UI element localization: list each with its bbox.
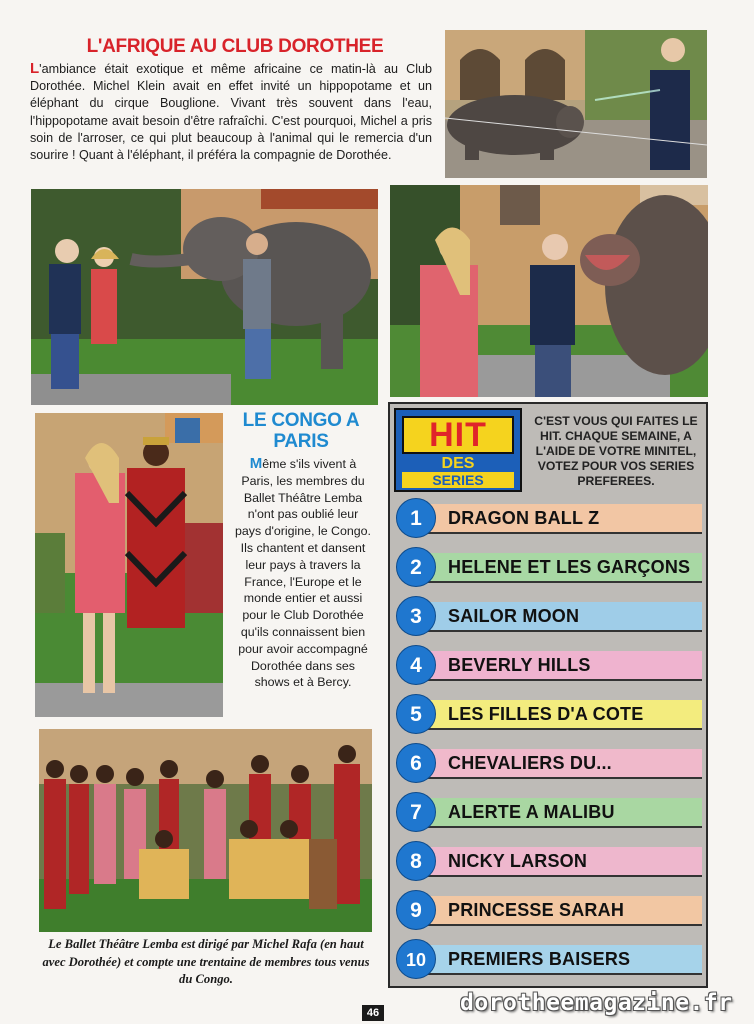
- article-text-afrique: 'ambiance était exotique et même africaine ce matin-là au Club Dorothée. Michel Klein avait en effet invité un hippopotame et un éléphant du cirque Bouglione. Vivant très souvent dans l'eau, l'hippopotame avait besoin d'être rafraîchi. C'est pourquoi, Michel a pris soin de l'arroser, ce qui plut beaucoup à l'animal qui le remercia d'un sourire ! Quant à l'éléphant, il préféra la compagnie de Dorothée.: [30, 62, 432, 163]
- article-title-afrique: L'AFRIQUE AU CLUB DOROTHEE: [86, 36, 384, 57]
- hit-intro-text: C'EST VOUS QUI FAITES LE HIT. CHAQUE SEMAINE, A L'AIDE DE VOTRE MINITEL, VOTEZ POUR VOS SERIES PREFEREES.: [534, 414, 698, 488]
- logo-hit-text: HIT: [402, 416, 514, 454]
- hit-entry-rank: 10: [396, 939, 436, 979]
- hit-des-series-panel: [388, 402, 708, 988]
- hit-entry-rank: 6: [396, 743, 436, 783]
- hit-entry: [396, 596, 702, 636]
- hit-entry-title: DRAGON BALL Z: [448, 508, 600, 528]
- page-number: 46: [362, 1005, 384, 1021]
- site-watermark: dorotheemagazine.fr: [460, 990, 733, 1016]
- hit-entry-rank: 7: [396, 792, 436, 832]
- hit-entry: [396, 743, 702, 783]
- dropcap-m: M: [249, 455, 263, 472]
- article-title-congo: LE CONGO A PARIS: [242, 410, 360, 452]
- photo-elephant: [31, 189, 378, 405]
- hit-entry-title: CHEVALIERS DU...: [448, 753, 612, 773]
- photo-hippo-dorothee: [390, 185, 708, 397]
- hit-entry-title: HELENE ET LES GARÇONS: [448, 557, 691, 577]
- article-text-congo: ême s'ils vivent à Paris, les membres du Ballet Théâtre Lemba n'ont pas oublié leur pays d'origine, le Congo. Ils chantent et dansent leur pays à travers la France, l'Europe et le monde entier et aussi pour le Club Dorothée qu'ils connaissent bien pour avoir accompagné Dorothée dans ses shows et à Bercy.: [235, 457, 371, 690]
- hit-entry: [396, 841, 702, 881]
- hit-entry-rank: 9: [396, 890, 436, 930]
- hit-entry-title: LES FILLES D'A COTE: [448, 704, 644, 724]
- hit-entry-rank: 4: [396, 645, 436, 685]
- hit-entry-title: PREMIERS BAISERS: [448, 949, 631, 969]
- hit-entry-rank: 8: [396, 841, 436, 881]
- hit-entry: [396, 645, 702, 685]
- hit-entry-title: SAILOR MOON: [448, 606, 580, 626]
- photo-ballet-group: [39, 729, 372, 932]
- photo-caption: Le Ballet Théâtre Lemba est dirigé par Michel Rafa (en haut avec Dorothée) et compte une trentaine de membres tous venus du Congo.: [42, 937, 370, 986]
- hit-entry-title: PRINCESSE SARAH: [448, 900, 625, 920]
- hit-entry-rank: 1: [396, 498, 436, 538]
- hit-entry: [396, 939, 702, 979]
- hit-entry: [396, 547, 702, 587]
- hit-entry: [396, 792, 702, 832]
- logo-des-text: DES: [441, 455, 475, 472]
- hit-entry-rank: 5: [396, 694, 436, 734]
- hit-entry-rank: 2: [396, 547, 436, 587]
- hit-entry: [396, 694, 702, 734]
- dropcap-l: L: [30, 60, 40, 77]
- photo-dorothee-michel-rafa: [35, 413, 223, 717]
- hit-entry-title: NICKY LARSON: [448, 851, 588, 871]
- hit-entry: [396, 890, 702, 930]
- hit-entry-rank: 3: [396, 596, 436, 636]
- hit-entry: [396, 498, 702, 538]
- hit-entry-title: BEVERLY HILLS: [448, 655, 591, 675]
- article-body-congo: [233, 456, 373, 691]
- logo-series-text: SERIES: [402, 472, 514, 488]
- photo-hippo-watering: [445, 30, 707, 178]
- hit-entry-title: ALERTE A MALIBU: [448, 802, 615, 822]
- article-body-afrique: [30, 60, 432, 164]
- hit-des-series-logo: [394, 408, 522, 492]
